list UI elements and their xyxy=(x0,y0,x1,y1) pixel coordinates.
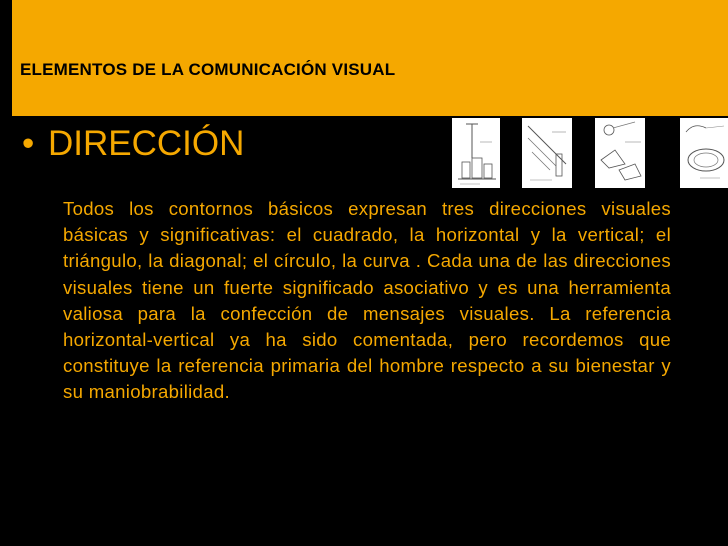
section-heading: DIRECCIÓN xyxy=(48,124,245,163)
bullet-heading xyxy=(22,124,244,164)
vertical-horizontal-diagram-icon xyxy=(452,118,500,188)
triangle-diagram-icon xyxy=(595,118,645,188)
title-bar xyxy=(12,0,728,116)
illustration-strip xyxy=(450,118,728,190)
bullet-icon: • xyxy=(22,124,35,163)
diagonal-diagram-icon xyxy=(522,118,572,188)
slide-title: ELEMENTOS DE LA COMUNICACIÓN VISUAL xyxy=(20,60,396,79)
curve-circle-diagram-icon xyxy=(680,118,728,188)
body-paragraph: Todos los contornos básicos expresan tres direcciones visuales básicas y significativas: el cuadrado, la horizontal y la vertical; el triángulo, la diagonal; el círculo, la curva . Cada una de las direcciones visuales tiene un fuerte significado asociativo y es una herramienta valiosa para la confección de mensajes visuales. La referencia horizontal-vertical ya ha sido comentada, pero recordemos que constituye la referencia primaria del hombre respecto a su bienestar y su maniobrabilidad. xyxy=(63,198,671,403)
